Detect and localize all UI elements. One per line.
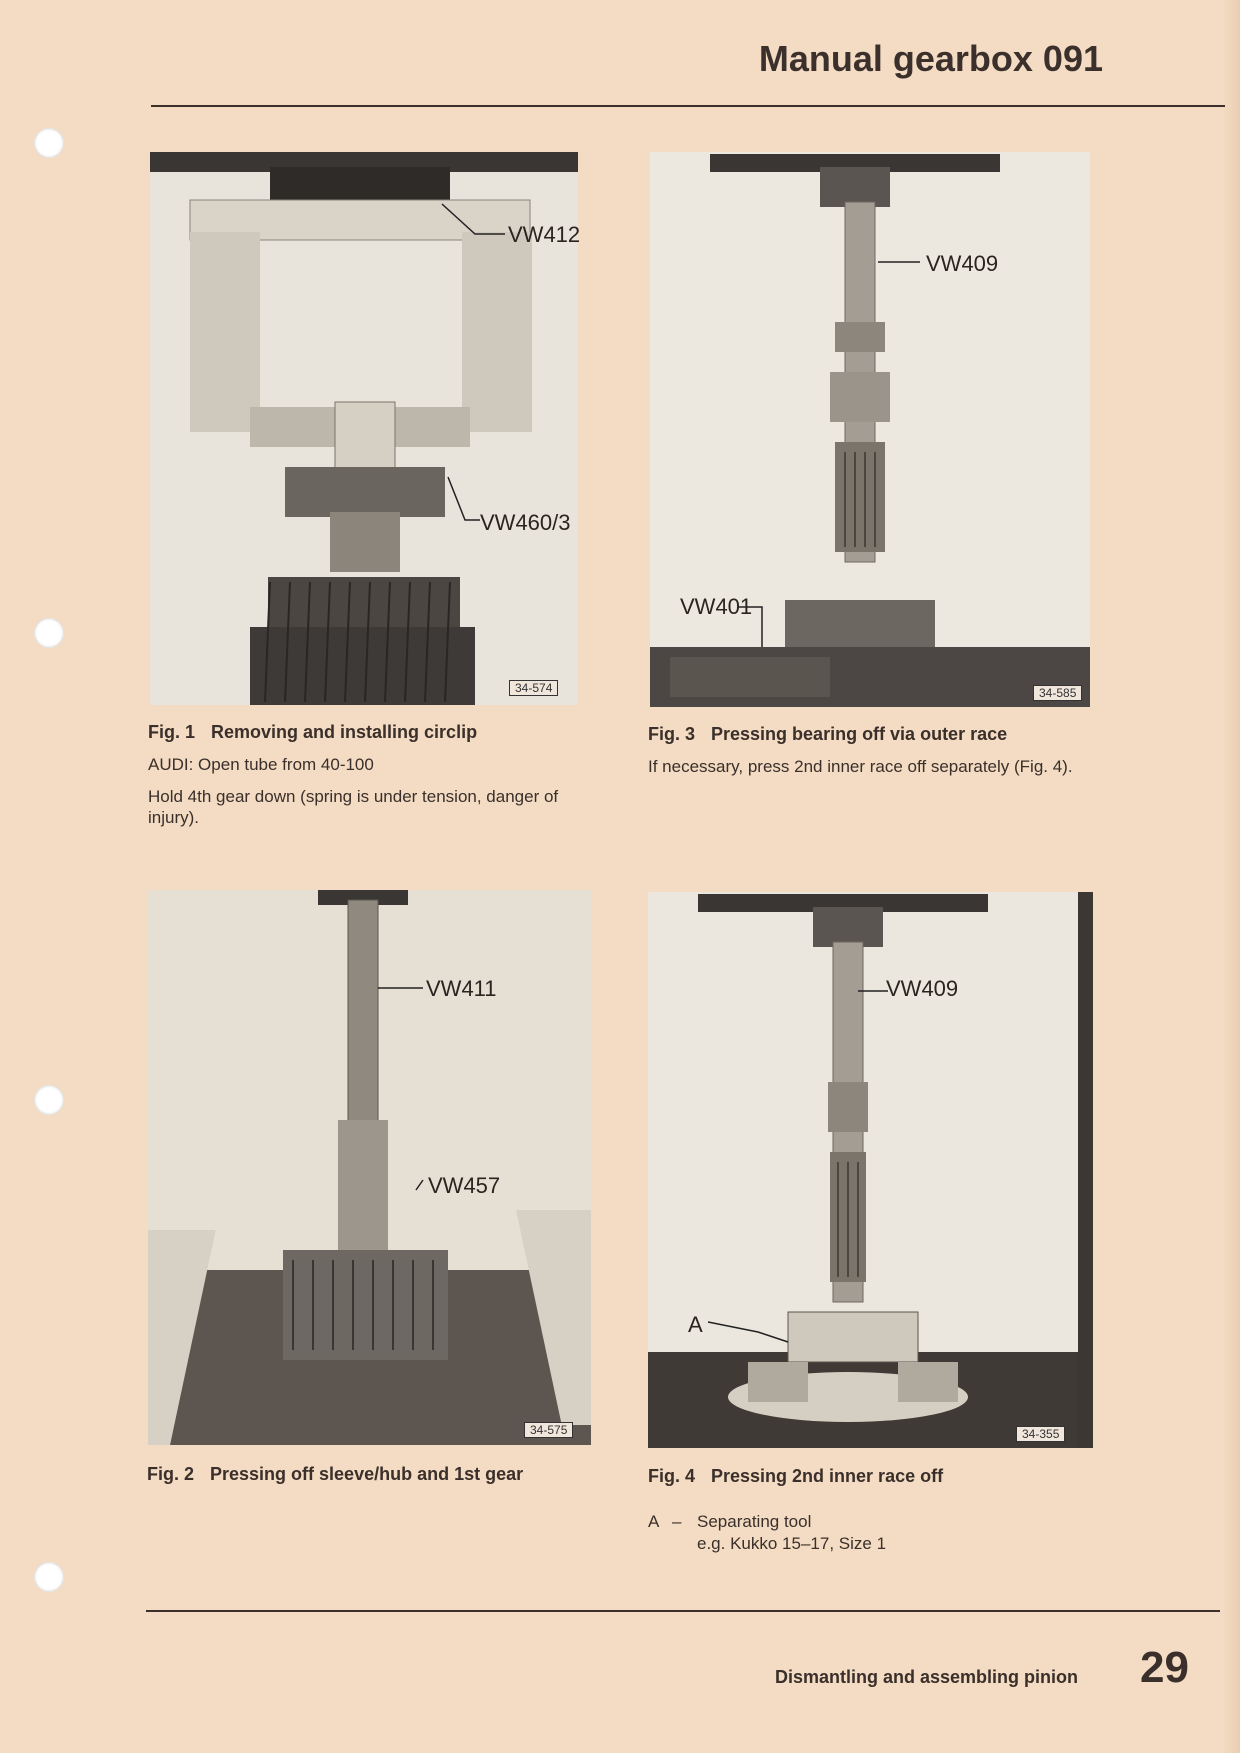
figure-note: AUDI: Open tube from 40-100: [148, 755, 374, 774]
page-title: Manual gearbox 091: [758, 38, 1103, 79]
figure-title: Pressing off sleeve/hub and 1st gear: [210, 1464, 524, 1484]
photo-reference-number: 34-585: [1033, 685, 1082, 701]
photo-reference-number: 34-355: [1016, 1426, 1065, 1442]
tool-label: VW401: [680, 594, 753, 619]
figure-note: If necessary, press 2nd inner race off separately (Fig. 4).: [648, 757, 1073, 776]
punch-hole: [34, 1085, 64, 1115]
fig2-photo: [148, 890, 591, 1445]
page-number: 29: [1140, 1643, 1189, 1692]
legend-text: Separating tool: [697, 1512, 812, 1531]
tool-label: VW409: [886, 976, 959, 1001]
photo-reference-number: 34-575: [524, 1422, 573, 1438]
photo-reference-number: 34-574: [509, 680, 558, 696]
figure-number: Fig. 1: [148, 722, 196, 742]
footer-rule: [146, 1610, 1220, 1612]
figure-title: Pressing bearing off via outer race: [711, 724, 1008, 744]
tool-label: VW412: [508, 222, 581, 247]
figure-caption: [648, 1466, 943, 1487]
figure-title: Removing and installing circlip: [211, 722, 478, 742]
tool-label: VW457: [428, 1173, 501, 1198]
tool-label: A: [688, 1312, 703, 1337]
tool-label: VW411: [426, 976, 497, 1001]
figure-number: Fig. 4: [648, 1466, 696, 1486]
figure-number: Fig. 2: [147, 1464, 195, 1484]
figure-caption: [147, 1464, 523, 1485]
fig3-photo: [650, 152, 1090, 707]
legend-dash: –: [672, 1512, 682, 1531]
header-rule: [151, 105, 1225, 107]
figure-caption: [648, 724, 1007, 745]
page-edge: [1222, 0, 1240, 1753]
legend-key: A: [648, 1512, 660, 1531]
legend-text: e.g. Kukko 15–17, Size 1: [697, 1534, 887, 1553]
figure-note: Hold 4th gear down (spring is under tension, danger of injury).: [148, 787, 559, 827]
footer-section-title: Dismantling and assembling pinion: [775, 1667, 1079, 1687]
figure-number: Fig. 3: [648, 724, 696, 744]
figure-caption: [148, 722, 477, 743]
punch-hole: [34, 128, 64, 158]
punch-hole: [34, 1562, 64, 1592]
tool-label: VW460/3: [480, 510, 571, 535]
punch-hole: [34, 618, 64, 648]
tool-label: VW409: [926, 251, 999, 276]
figure-title: Pressing 2nd inner race off: [711, 1466, 944, 1486]
fig4-photo: [648, 892, 1093, 1448]
